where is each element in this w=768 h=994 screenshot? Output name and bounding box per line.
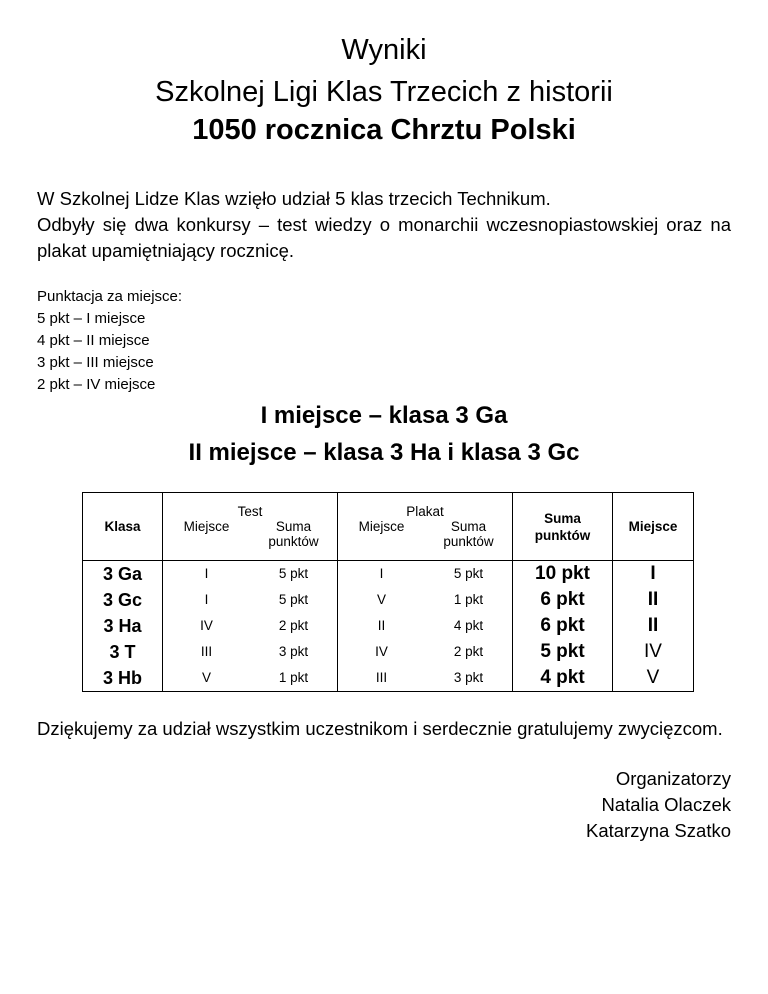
signature-block xyxy=(586,766,731,844)
test-points-cell: 2 pkt xyxy=(278,618,309,633)
header-klasa: Klasa xyxy=(104,519,141,534)
class-cell: 3 Hb xyxy=(102,668,142,688)
class-cell: 3 Gc xyxy=(102,590,143,610)
class-cell: 3 T xyxy=(109,642,136,662)
header-plakat: Plakat xyxy=(406,504,444,519)
poster-place-cell: IV xyxy=(375,644,388,659)
test-place-cell: V xyxy=(201,670,211,685)
test-data xyxy=(163,561,337,691)
results-table xyxy=(82,492,694,692)
thanks-text: Dziękujemy za udział wszystkim uczestnikom i serdecznie gratulujemy zwycięzcom. xyxy=(37,718,723,739)
final-place-cell: II xyxy=(647,615,659,636)
document-occasion: 1050 rocznica Chrztu Polski xyxy=(192,114,576,146)
final-place-cell: I xyxy=(650,563,656,584)
header-plakat-suma: Suma punktów xyxy=(443,519,494,549)
test-place-cell: I xyxy=(204,566,209,581)
class-column xyxy=(83,561,162,691)
class-cell: 3 Ha xyxy=(103,616,142,636)
scoring-item: 5 pkt – I miejsce xyxy=(37,310,146,327)
test-points-cell: 5 pkt xyxy=(278,566,309,581)
test-points-cell: 5 pkt xyxy=(278,592,309,607)
signature-name: Katarzyna Szatko xyxy=(586,820,731,841)
poster-points-cell: 4 pkt xyxy=(453,618,484,633)
poster-points-cell: 3 pkt xyxy=(453,670,484,685)
total-points-cell: 5 pkt xyxy=(540,641,585,662)
final-place-column xyxy=(613,561,693,691)
total-points-cell: 10 pkt xyxy=(535,563,590,584)
final-place-cell: II xyxy=(647,589,659,610)
header-test: Test xyxy=(237,504,263,519)
poster-place-cell: V xyxy=(376,592,386,607)
scoring-item: 3 pkt – III miejsce xyxy=(37,354,154,371)
poster-points-cell: 5 pkt xyxy=(453,566,484,581)
test-points-cell: 3 pkt xyxy=(278,644,309,659)
intro-paragraph-1: W Szkolnej Lidze Klas wzięło udział 5 klas trzecich Technikum. xyxy=(37,188,551,209)
final-place-cell: IV xyxy=(644,641,662,662)
signature-label: Organizatorzy xyxy=(615,768,731,789)
poster-points-cell: 1 pkt xyxy=(453,592,484,607)
test-place-cell: IV xyxy=(200,618,213,633)
total-points-column xyxy=(513,561,612,691)
document-subtitle: Szkolnej Ligi Klas Trzecich z historii xyxy=(155,76,613,108)
table-header-row xyxy=(83,493,694,561)
header-suma-total: Suma punktów xyxy=(534,510,591,543)
poster-place-cell: III xyxy=(375,670,388,685)
total-points-cell: 6 pkt xyxy=(540,589,585,610)
intro-text xyxy=(37,186,731,264)
test-place-cell: III xyxy=(200,644,213,659)
header-miejsce-total: Miejsce xyxy=(628,519,678,534)
scoring-item: 4 pkt – II miejsce xyxy=(37,332,150,349)
total-points-cell: 6 pkt xyxy=(540,615,585,636)
scoring-list xyxy=(37,286,182,396)
header-test-suma: Suma punktów xyxy=(268,519,319,549)
scoring-heading: Punktacja za miejsce: xyxy=(37,288,183,305)
poster-data xyxy=(338,561,512,691)
intro-paragraph-2: Odbyły się dwa konkursy – test wiedzy o monarchii wczesnopiastowskiej oraz na plakat upamiętniający rocznicę. xyxy=(37,214,731,261)
test-header xyxy=(163,504,337,549)
poster-place-cell: I xyxy=(379,566,384,581)
test-points-cell: 1 pkt xyxy=(278,670,309,685)
header-test-miejsce: Miejsce xyxy=(183,519,230,534)
first-place-announcement: I miejsce – klasa 3 Ga xyxy=(260,402,508,429)
plakat-header xyxy=(338,504,512,549)
poster-place-cell: II xyxy=(377,618,386,633)
final-place-cell: V xyxy=(646,667,660,688)
signature-name: Natalia Olaczek xyxy=(601,794,731,815)
second-place-announcement: II miejsce – klasa 3 Ha i klasa 3 Gc xyxy=(188,439,580,466)
class-cell: 3 Ga xyxy=(102,564,143,584)
test-place-cell: I xyxy=(204,592,209,607)
document-title: Wyniki xyxy=(341,34,427,66)
total-points-cell: 4 pkt xyxy=(540,667,585,688)
header-plakat-miejsce: Miejsce xyxy=(358,519,405,534)
table-body-row xyxy=(83,561,694,692)
scoring-item: 2 pkt – IV miejsce xyxy=(37,376,156,393)
poster-points-cell: 2 pkt xyxy=(453,644,484,659)
